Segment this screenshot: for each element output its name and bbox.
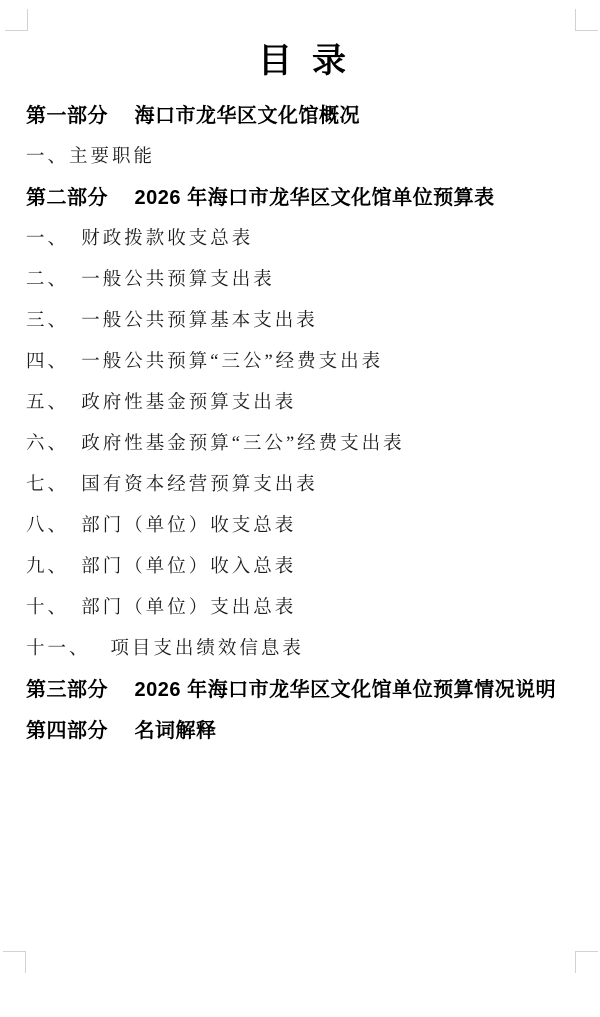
toc-item-table-8: 八、 部门（单位）收支总表: [26, 515, 297, 536]
toc-item-table-9: 九、 部门（单位）收入总表: [26, 556, 297, 577]
toc-item-table-11: 十一、 项目支出绩效信息表: [26, 638, 304, 659]
toc-item-main-functions: 一、主要职能: [26, 146, 156, 167]
toc-content: [26, 38, 578, 749]
page-title-text: 目录: [258, 42, 366, 80]
toc-item-table-4: 四、 一般公共预算“三公”经费支出表: [26, 351, 384, 372]
toc-item-table-10: 十、 部门（单位）支出总表: [26, 597, 297, 618]
toc-section-part-3: 第三部分 2026 年海口市龙华区文化馆单位预算情况说明: [26, 679, 557, 701]
toc-item-table-5: 五、 政府性基金预算支出表: [26, 392, 297, 413]
toc-section-part-2: 第二部分 2026 年海口市龙华区文化馆单位预算表: [26, 187, 495, 209]
toc-item-table-6: 六、 政府性基金预算“三公”经费支出表: [26, 433, 405, 454]
toc-section-part-1: 第一部分 海口市龙华区文化馆概况: [26, 105, 361, 127]
toc-item-table-3: 三、 一般公共预算基本支出表: [26, 310, 318, 331]
margin-crop-mark-bottom-left: [3, 951, 26, 973]
margin-crop-mark-top-right: [575, 9, 598, 31]
page-title: [26, 38, 578, 84]
toc-section-part-4: 第四部分 名词解释: [26, 720, 217, 742]
toc-item-table-1: 一、 财政拨款收支总表: [26, 228, 254, 249]
toc-item-table-7: 七、 国有资本经营预算支出表: [26, 474, 318, 495]
toc-item-table-2: 二、 一般公共预算支出表: [26, 269, 275, 290]
margin-crop-mark-top-left: [5, 9, 28, 31]
margin-crop-mark-bottom-right: [575, 951, 598, 973]
